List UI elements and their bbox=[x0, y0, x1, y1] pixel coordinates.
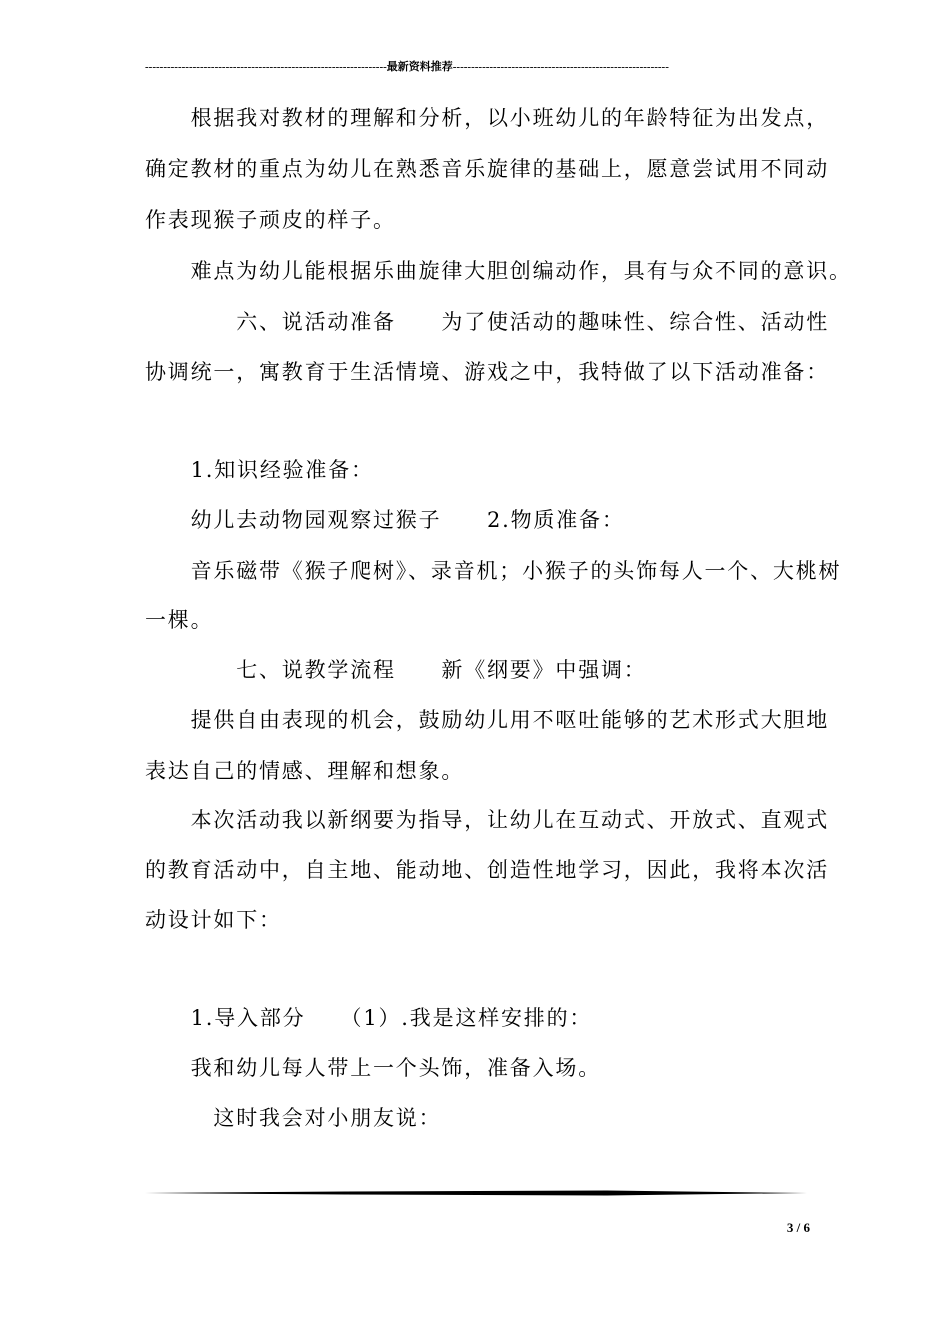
header-left-dashes: ------------------------------------------------------------------ bbox=[145, 61, 387, 73]
paragraph-line: 协调统一，寓教育于生活情境、游戏之中，我特做了以下活动准备： bbox=[145, 360, 829, 384]
paragraph-line: 一棵。 bbox=[145, 608, 214, 632]
paragraph-line: 确定教材的重点为幼儿在熟悉音乐旋律的基础上，愿意尝试用不同动 bbox=[145, 157, 829, 181]
header-right-dashes: ----------------------------------------------------------- bbox=[452, 61, 669, 73]
footer-rule bbox=[145, 1190, 807, 1196]
section-heading-line: 七、说教学流程 新《纲要》中强调： bbox=[145, 658, 647, 682]
paragraph-line: 提供自由表现的机会，鼓励幼儿用不呕吐能够的艺术形式大胆地 bbox=[145, 708, 829, 732]
paragraph-line: 表达自己的情感、理解和想象。 bbox=[145, 759, 465, 783]
paragraph-line: 难点为幼儿能根据乐曲旋律大胆创编动作，具有与众不同的意识。 bbox=[145, 259, 852, 283]
paragraph-line: 动设计如下： bbox=[145, 908, 282, 932]
paragraph-line: 本次活动我以新纲要为指导，让幼儿在互动式、开放式、直观式 bbox=[145, 808, 829, 832]
page-header bbox=[145, 58, 795, 80]
paragraph-line: 音乐磁带《猴子爬树》、录音机；小猴子的头饰每人一个、大桃树 bbox=[145, 559, 842, 583]
list-item-line: 1.知识经验准备： bbox=[145, 458, 374, 482]
paragraph-line: 我和幼儿每人带上一个头饰，准备入场。 bbox=[145, 1056, 601, 1080]
paragraph-line: 这时我会对小朋友说： bbox=[145, 1106, 442, 1130]
paragraph-line: 作表现猴子顽皮的样子。 bbox=[145, 208, 396, 232]
section-heading-line: 六、说活动准备 为了使活动的趣味性、综合性、活动性 bbox=[145, 310, 829, 334]
paragraph-line: 的教育活动中，自主地、能动地、创造性地学习，因此，我将本次活 bbox=[145, 858, 829, 882]
list-item-line: 1.导入部分 （1）.我是这样安排的： bbox=[145, 1006, 593, 1030]
page-number: 3 / 6 bbox=[786, 1220, 810, 1235]
paragraph-line: 幼儿去动物园观察过猴子 2.物质准备： bbox=[145, 508, 625, 532]
header-title: 最新资料推荐 bbox=[386, 61, 453, 73]
paragraph-line: 根据我对教材的理解和分析，以小班幼儿的年龄特征为出发点， bbox=[145, 106, 829, 130]
